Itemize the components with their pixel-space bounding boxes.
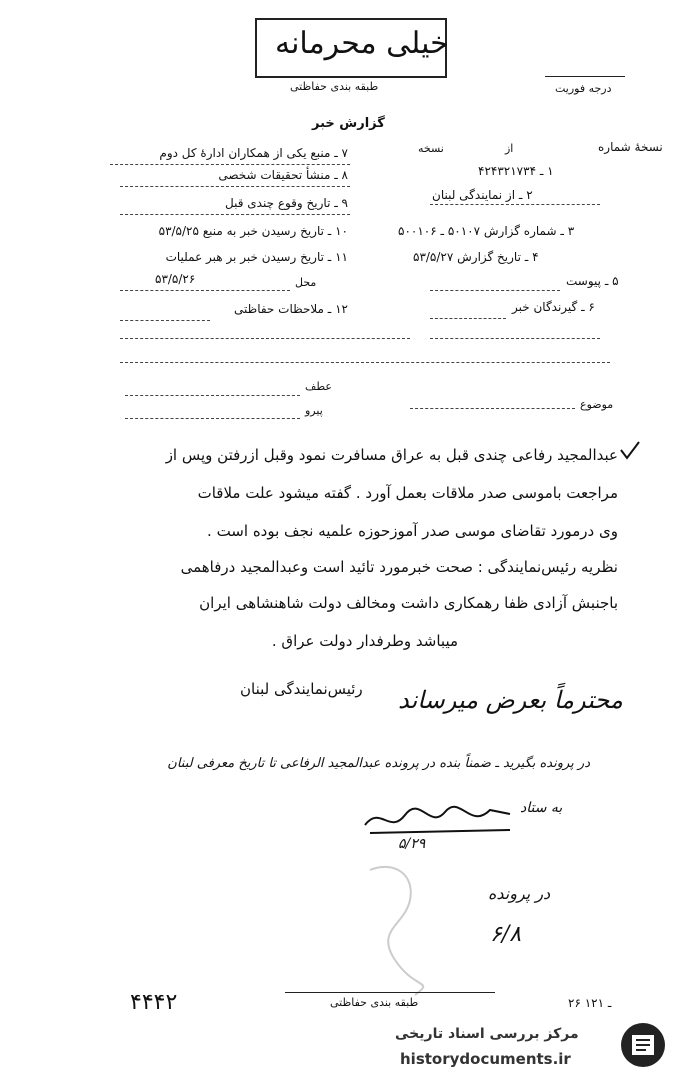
piro-line [125,418,300,419]
classification-stamp-box [255,18,447,78]
handwritten-note-2: در پرونده بگیرید ـ ضمناً بنده در پرونده عبدالمجید الرفاعی تا تاریخ معرفی لبنان [167,756,590,771]
field-6-line-2 [430,338,600,339]
divider-1 [120,338,410,339]
priority-line [545,76,625,77]
signature-date: ۵/۲۹ [398,836,426,852]
subject-label: موضوع [580,398,614,411]
body-line-3: وی درمورد تقاضای موسی صدر آموزحوزه علمیه نجف بوده است . [207,522,618,540]
field-12-line [120,320,210,321]
handwritten-note-3: به ستاد [520,800,563,816]
watermark-title: مرکز بررسی اسناد تاریخی [395,1026,579,1042]
field-3-report-number: ۳ ـ شماره گزارش ۵۰۱۰۷ ـ ۵۰۰۱۰۶ [398,224,575,238]
field-11-date: ۵۳/۵/۲۶ [155,272,196,286]
field-1: ۱ ـ ۴۲۴۳۲۱۷۳۴ [478,164,554,178]
footer-classification: طبقه بندی حفاظتی [330,996,419,1009]
copy-az-label: از [505,142,514,155]
body-line-5: باجنبش آزادی ظفا رهمکاری داشت ومخالف دولت شاهنشاهی ایران [199,594,618,612]
field-2-line [430,204,600,205]
priority-label: درجه فوریت [555,82,612,95]
body-line-2: مراجعت باموسی صدر ملاقات بعمل آورد . گفته میشود علت ملاقات [197,484,618,502]
classification-stamp: خیلی محرمانه [275,26,449,61]
field-9-line [120,214,350,215]
copy-nos-label: نسخه [418,142,444,155]
divider-2 [120,362,610,363]
watermark-url: historydocuments.ir [400,1050,571,1068]
field-11-line [120,290,290,291]
field-5-line [430,290,560,291]
field-11-place-label: محل [295,276,317,289]
field-2-from: ۲ ـ از نمایندگی لبنان [432,188,533,202]
signer-title: رئیس‌نمایندگی لبنان [240,680,363,698]
body-line-6: میباشد وطرفدار دولت عراق . [271,632,458,650]
body-line-1: عبدالمجید رفاعی چندی قبل به عراق مسافرت نمود وقبل ازرفتن وپس از [165,446,618,464]
field-10-source-date: ۱۰ ـ تاریخ رسیدن خبر به منبع ۵۳/۵/۲۵ [158,224,348,238]
field-6-line [430,318,506,319]
report-title: گزارش خبر [312,116,385,131]
footer-code-left: ۴۴۴۲ [130,990,178,1015]
field-8-line [120,186,350,187]
watermark-logo-icon [618,1020,668,1070]
handwritten-note-5: ۶/۸ [490,922,522,947]
field-7-source: ۷ ـ منبع یکی از همکاران ادارهٔ کل دوم [159,146,348,160]
faint-seal-mark [355,860,445,1000]
handwritten-note-1: محترماً بعرض میرساند [398,686,623,714]
body-line-4: نظریه رئیس‌نمایندگی : صحت خبرمورد تائید است وعبدالمجید درفاهمی [180,558,618,576]
handwritten-signature-1 [360,800,520,840]
checkmark-icon [618,438,642,462]
footer-code-right: ۲۶ ـ ۱۲۱ [568,996,612,1010]
field-12-security-notes: ۱۲ ـ ملاحظات حفاظتی [234,302,348,316]
field-7-line [110,164,350,165]
field-6-recipients: ۶ ـ گیرندگان خبر [512,300,595,314]
field-11-ops-date: ۱۱ ـ تاریخ رسیدن خبر بر هبر عملیات [165,250,348,264]
subject-line [410,408,575,409]
field-8-origin: ۸ ـ منشأ تحقیقات شخصی [218,168,348,182]
classification-subtitle: طبقه بندی حفاظتی [290,80,379,93]
atf-line [125,395,300,396]
copy-number-label: نسخهٔ شماره [598,140,663,154]
footer-line [285,992,495,993]
piro-label: پیرو [305,404,323,417]
handwritten-note-4: در پرونده [488,884,551,903]
field-4-report-date: ۴ ـ تاریخ گزارش ۵۳/۵/۲۷ [413,250,539,264]
field-9-event-date: ۹ ـ تاریخ وقوع چندی قبل [225,196,348,210]
atf-label: عطف [305,380,332,393]
field-5-attachment: ۵ ـ پیوست [566,274,619,288]
